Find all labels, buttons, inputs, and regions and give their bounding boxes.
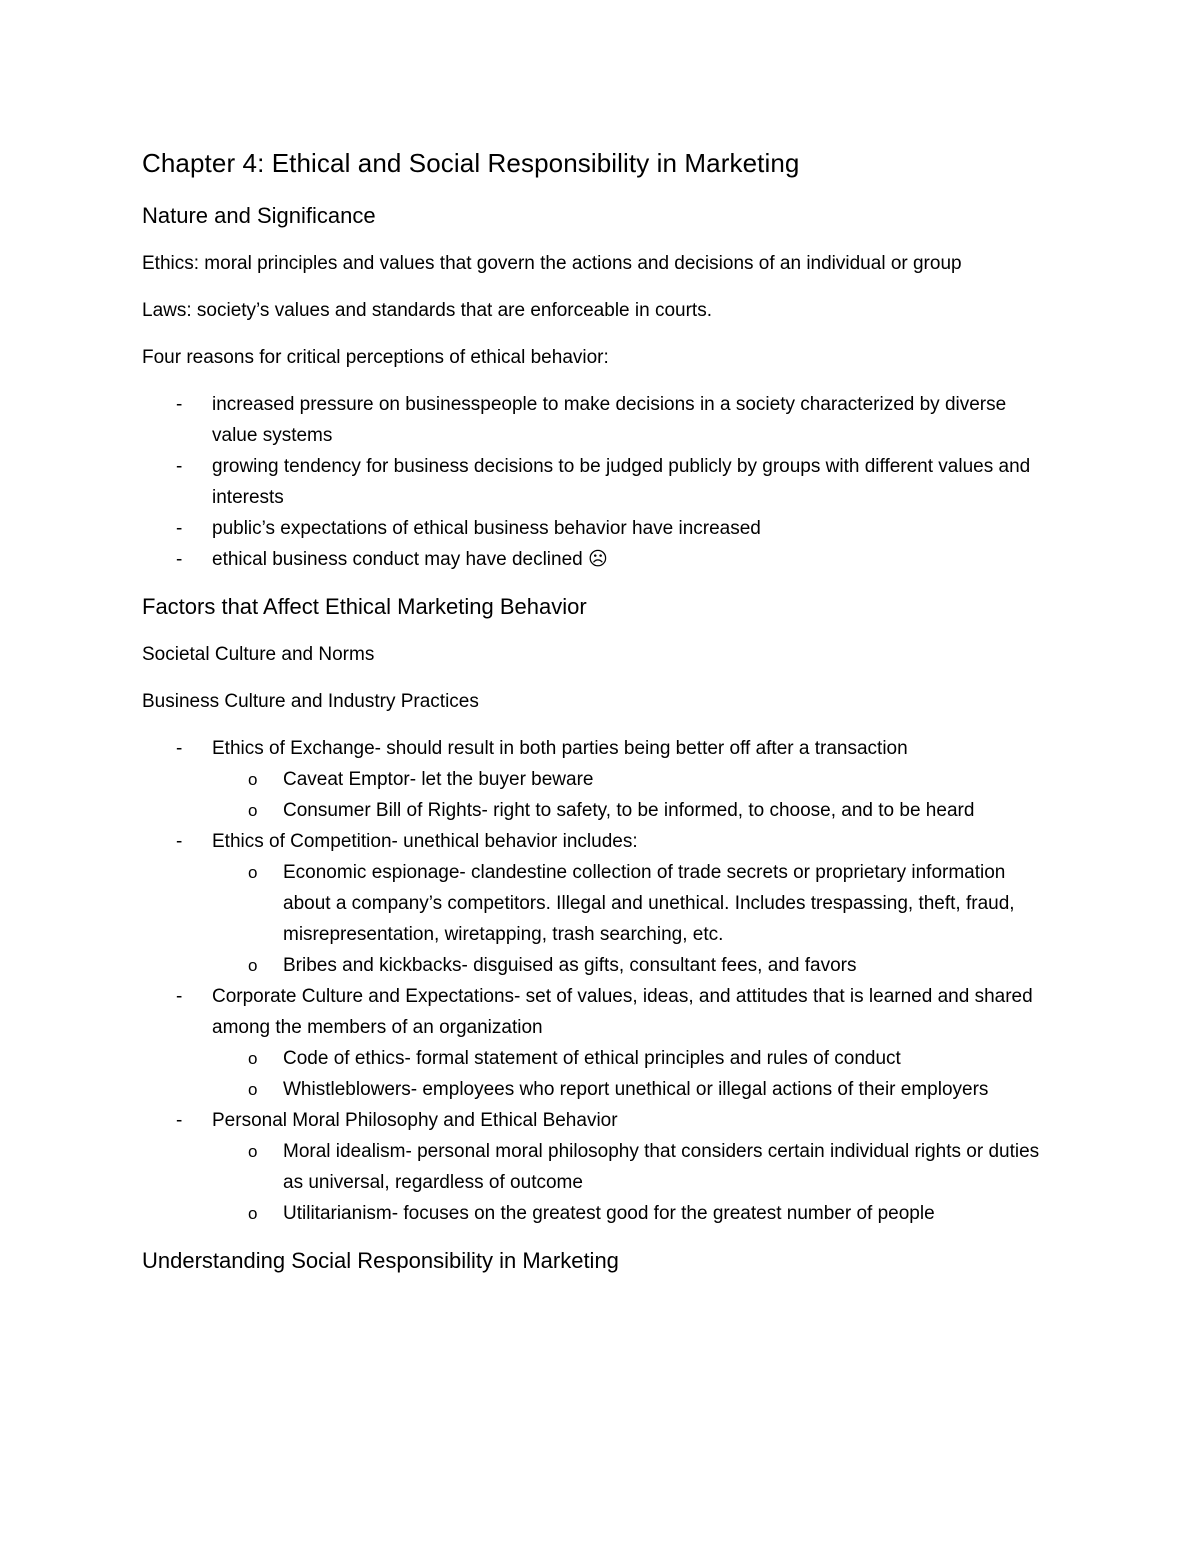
- sub-list: [212, 1043, 1052, 1105]
- sub-list: [212, 764, 1052, 826]
- list-item: - Ethics of Exchange- should result in both parties being better off after a transaction o Caveat Emptor- let the buyer beware o Consumer Bill of Rights- right to safety, to be informed, to choose, and to be heard: [142, 733, 1052, 826]
- sub-list-item: o Whistleblowers- employees who report unethical or illegal actions of their employers: [212, 1074, 1052, 1105]
- societal-culture-label: Societal Culture and Norms: [142, 644, 375, 665]
- circle-bullet: o: [248, 863, 258, 882]
- list-item: - ethical business conduct may have declined ☹: [142, 544, 1052, 575]
- sub-list-item: o Bribes and kickbacks- disguised as gifts, consultant fees, and favors: [212, 950, 1052, 981]
- sub-list-item: o Utilitarianism- focuses on the greatest good for the greatest number of people: [212, 1198, 1052, 1229]
- reasons-list: [142, 389, 1052, 575]
- dash-bullet: -: [176, 738, 183, 759]
- circle-bullet: o: [248, 1080, 258, 1099]
- factors-list: [142, 733, 1052, 1229]
- ethics-definition: Ethics: moral principles and values that govern the actions and decisions of an individual or group: [142, 253, 962, 274]
- list-item: - growing tendency for business decisions to be judged publicly by groups with different values and interests: [142, 451, 1052, 513]
- dash-bullet: -: [176, 831, 183, 852]
- list-item: - Corporate Culture and Expectations- set of values, ideas, and attitudes that is learned and shared among the members of an organization o Code of ethics- formal statement of ethical principles and rules of conduct o Whistleblowers- employees who report unethical or illegal actions of their employers: [142, 981, 1052, 1105]
- circle-bullet: o: [248, 1049, 258, 1068]
- sub-list-item: o Economic espionage- clandestine collection of trade secrets or proprietary information about a company’s competitors. Illegal and unethical. Includes trespassing, theft, fraud, misrepresentation, wiretapping, trash searching, etc.: [212, 857, 1052, 950]
- section-heading-nature: Nature and Significance: [142, 203, 376, 228]
- sub-list: [212, 1136, 1052, 1229]
- sub-list: [212, 857, 1052, 981]
- section-heading-social-responsibility: Understanding Social Responsibility in Marketing: [142, 1248, 619, 1273]
- circle-bullet: o: [248, 801, 258, 820]
- list-item: - public’s expectations of ethical business behavior have increased: [142, 513, 1052, 544]
- document-page: [142, 142, 1052, 1279]
- reasons-intro: Four reasons for critical perceptions of ethical behavior:: [142, 347, 609, 368]
- list-item: - Ethics of Competition- unethical behavior includes: o Economic espionage- clandestine collection of trade secrets or proprietary information about a company’s competitors. Illegal and unethical. Includes trespassing, theft, fraud, misrepresentation, wiretapping, trash searching, etc. o Bribes and kickbacks- disguised as gifts, consultant fees, and favors: [142, 826, 1052, 981]
- business-culture-label: Business Culture and Industry Practices: [142, 691, 479, 712]
- dash-bullet: -: [176, 394, 183, 415]
- dash-bullet: -: [176, 549, 183, 570]
- list-item: - Personal Moral Philosophy and Ethical Behavior o Moral idealism- personal moral philosophy that considers certain individual rights or duties as universal, regardless of outcome o Utilitarianism- focuses on the greatest good for the greatest number of people: [142, 1105, 1052, 1229]
- circle-bullet: o: [248, 956, 258, 975]
- circle-bullet: o: [248, 770, 258, 789]
- section-heading-factors: Factors that Affect Ethical Marketing Behavior: [142, 594, 587, 619]
- chapter-title: Chapter 4: Ethical and Social Responsibility in Marketing: [142, 148, 800, 178]
- circle-bullet: o: [248, 1142, 258, 1161]
- sub-list-item: o Consumer Bill of Rights- right to safety, to be informed, to choose, and to be heard: [212, 795, 1052, 826]
- list-item: - increased pressure on businesspeople to make decisions in a society characterized by diverse value systems: [142, 389, 1052, 451]
- dash-bullet: -: [176, 518, 183, 539]
- sub-list-item: o Caveat Emptor- let the buyer beware: [212, 764, 1052, 795]
- laws-definition: Laws: society’s values and standards that are enforceable in courts.: [142, 300, 712, 321]
- sub-list-item: o Code of ethics- formal statement of ethical principles and rules of conduct: [212, 1043, 1052, 1074]
- sub-list-item: o Moral idealism- personal moral philosophy that considers certain individual rights or duties as universal, regardless of outcome: [212, 1136, 1052, 1198]
- dash-bullet: -: [176, 456, 183, 477]
- dash-bullet: -: [176, 1110, 183, 1131]
- circle-bullet: o: [248, 1204, 258, 1223]
- dash-bullet: -: [176, 986, 183, 1007]
